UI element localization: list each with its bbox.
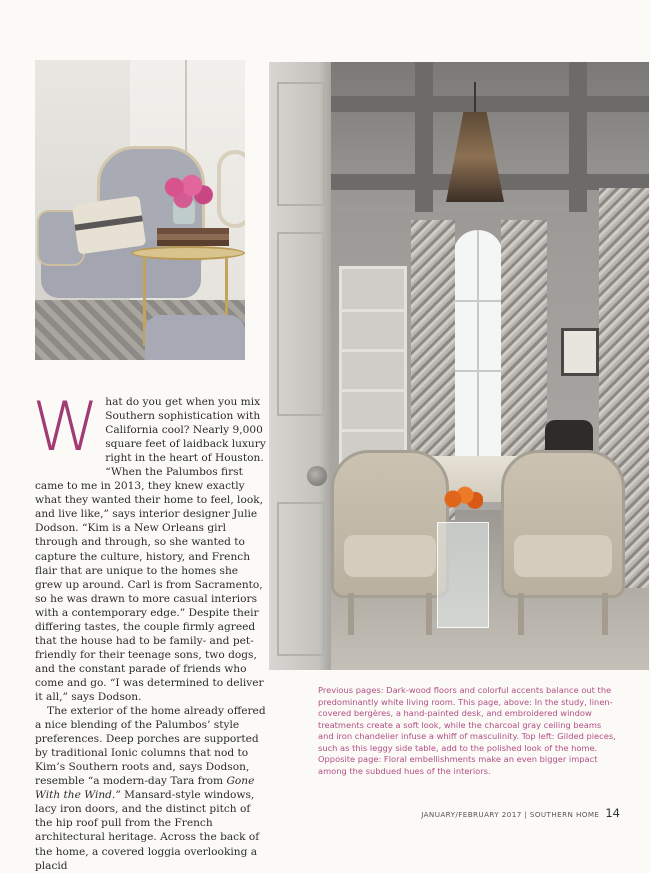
ceiling-beam [415, 62, 433, 212]
page-folio [421, 806, 620, 820]
issue-label: JANUARY/FEBRUARY 2017 | SOUTHERN HOME [421, 810, 600, 819]
orange-flowers [443, 486, 483, 512]
scroll-ornament [217, 150, 245, 228]
books [157, 228, 229, 246]
striped-pillow [72, 196, 146, 255]
arched-window [453, 230, 503, 462]
paragraph-1: hat do you get when you mix Southern sophistication with California cool? Nearly 9,000 square feet of laidback luxury right in the heart of Houston. “When the Palumbos first came to me in 2013, they knew exactly what they wanted their home to feel, look, and live like,” says interior designer Julie Dodson. “Kim is a New Orleans girl through and through, so she wanted to capture the culture, history, and French flair that are unique to the homes she grew up around. Carl is from Sacramento, so he was drawn to more casual interiors with a contemporary edge.” Despite their differing tastes, the couple firmly agreed that the house had to be family- and pet-friendly for their teenage sons, two dogs, and the constant parade of friends who come and go. “I was determined to deliver it all,” says Dodson. [35, 396, 266, 703]
drop-cap: W [32, 388, 100, 467]
paragraph-2: The exterior of the home already offered a nice blending of the Palumbos’ style preferences. Deep porches are supported by traditional Ionic columns that nod to Kim’s Southern roots and, says Dodson, resemble “a modern-day Tara from Gone With the Wind.” Mansard-style windows, lacy iron doors, and the distinct pitch of the hip roof pull from the French architectural heritage. Across the back of the home, a covered loggia overlooking a placid [35, 705, 266, 872]
ceiling-beam [569, 62, 587, 212]
photo-caption: Previous pages: Dark-wood floors and colorful accents balance out the predominantly white living room. This page, above: In the study, linen-covered bergères, a hand-painted desk, and embroidered window treatments create a soft look, while the charcoal gray ceiling beams and iron chandelier infuse a whiff of masculinity. Top left: Gilded pieces, such as this leggy side table, add to the polished look of the home. Opposite page: Floral embellishments make an even bigger impact among the subdued hues of the interiors. [318, 685, 616, 776]
framed-art [561, 328, 599, 376]
study-photo [269, 62, 649, 670]
pink-roses [157, 172, 215, 210]
second-chair [145, 315, 245, 360]
iron-chandelier [432, 82, 518, 212]
bergere-chair-left [331, 450, 449, 598]
living-room-photo [35, 60, 245, 360]
article-body [32, 388, 267, 873]
open-door [269, 62, 331, 670]
door-knob [307, 466, 327, 486]
bergere-chair-right [501, 450, 625, 598]
page-number: 14 [605, 806, 620, 820]
film-title: Gone With the Wind [35, 775, 255, 802]
acrylic-side-table [437, 522, 489, 628]
